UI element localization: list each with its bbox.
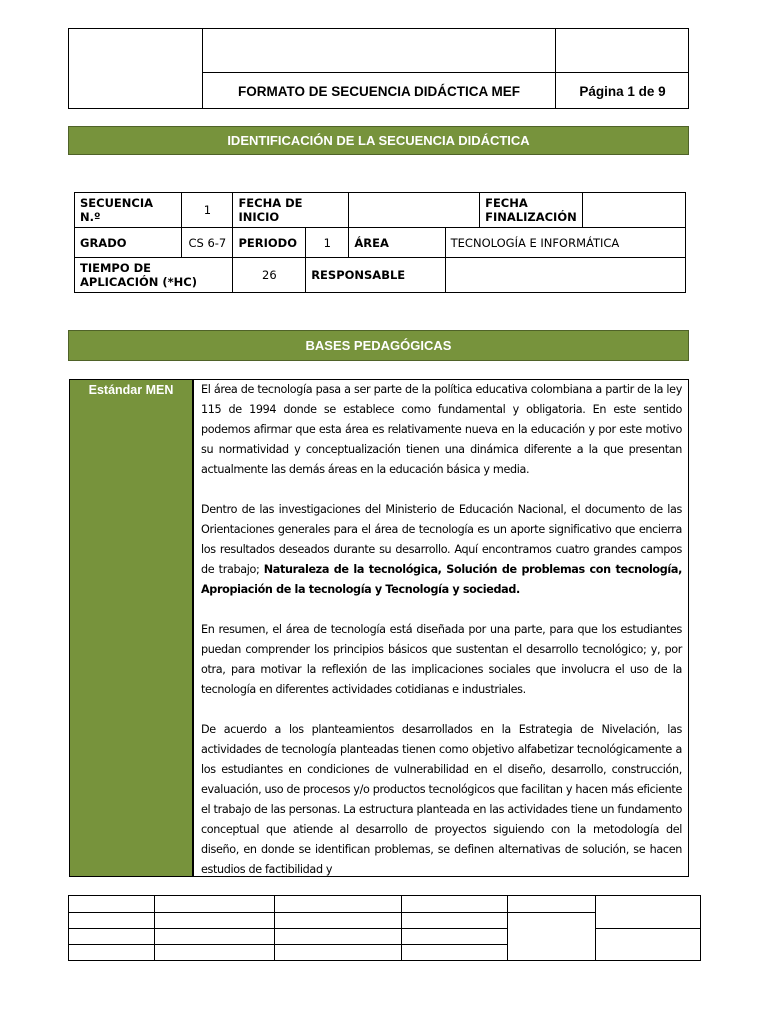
area-value: TECNOLOGÍA E INFORMÁTICA xyxy=(445,228,685,258)
fecha-fin-label: FECHA FINALIZACIÓN xyxy=(480,193,583,228)
footer-cell xyxy=(402,913,508,929)
footer-cell xyxy=(69,929,155,945)
standard-paragraph-2 xyxy=(201,500,682,600)
responsable-value xyxy=(445,258,685,293)
footer-cell xyxy=(402,945,508,961)
standard-paragraph-2-text: Dentro de las investigaciones del Ministerio de Educación Nacional, el documento de las Orientaciones generales para el área de tecnología es un aporte significativo que encierra los resultados deseados durante su desarrollo. Aquí encontramos cuatro grandes campos de trabajo; xyxy=(201,503,682,576)
footer-cell xyxy=(508,913,596,961)
footer-cell xyxy=(69,945,155,961)
footer-cell xyxy=(508,896,596,913)
standard-paragraph-4: De acuerdo a los planteamientos desarrollados en la Estrategia de Nivelación, las actividades de tecnología planteadas tienen como objetivo alfabetizar tecnológicamente a los estudiantes en condiciones de vulnerabilidad en el diseño, desarrollo, construcción, evaluación, uso de procesos y/o productos tecnológicos que facilitan y hacen más eficiente el trabajo de las personas. La estructura planteada en las actividades tiene un fundamento conceptual que atiende al desarrollo de proyectos siguiendo con la metodología del diseño, en donde se identifican problemas, se definen alternativas de solución, se hacen estudios de factibilidad y xyxy=(201,723,682,876)
footer-table xyxy=(68,895,701,961)
sequence-info-table xyxy=(74,192,686,293)
tiempo-label: TIEMPO DE APLICACIÓN (*HC) xyxy=(75,258,233,293)
footer-cell xyxy=(154,945,274,961)
periodo-value: 1 xyxy=(306,228,349,258)
area-label: ÁREA xyxy=(349,228,445,258)
standard-paragraph-2-bold: Naturaleza de la tecnológica, Solución de problemas con tecnología, Apropiación de la tecnología y Tecnología y sociedad. xyxy=(201,563,683,596)
footer-cell xyxy=(154,896,274,913)
secuencia-value: 1 xyxy=(182,193,233,228)
footer-cell xyxy=(69,896,155,913)
standard-text xyxy=(193,379,689,877)
fecha-fin-value xyxy=(582,193,685,228)
footer-cell xyxy=(274,945,402,961)
footer-cell xyxy=(274,929,402,945)
page-indicator: Página 1 de 9 xyxy=(579,83,666,99)
standard-paragraph-1: El área de tecnología pasa a ser parte de la política educativa colombiana a partir de la ley 115 de 1994 donde se establece como fundamental y obligatoria. En este sentido podemos afirmar que esta área es relativamente nueva en la educación y por este motivo su normatividad y conceptualización tienen una dinámica diferente a la que presentan actualmente las demás áreas en la educación básica y media. xyxy=(201,383,682,476)
grado-label: GRADO xyxy=(75,228,182,258)
document-title: FORMATO DE SECUENCIA DIDÁCTICA MEF xyxy=(238,83,520,99)
footer-cell xyxy=(596,896,701,929)
fecha-inicio-label: FECHA DE INICIO xyxy=(233,193,349,228)
footer-cell xyxy=(402,896,508,913)
standard-paragraph-3: En resumen, el área de tecnología está diseñada por una parte, para que los estudiantes puedan comprender los principios básicos que sustentan el desarrollo tecnológico; y, por otra, para motivar la reflexión de las implicaciones sociales que involucra el uso de la tecnología en diferentes actividades cotidianas e industriales. xyxy=(201,623,682,696)
identification-section-header: IDENTIFICACIÓN DE LA SECUENCIA DIDÁCTICA xyxy=(68,126,689,155)
fecha-inicio-value xyxy=(349,193,480,228)
footer-cell xyxy=(274,913,402,929)
bases-section-header: BASES PEDAGÓGICAS xyxy=(68,330,689,361)
tiempo-value: 26 xyxy=(233,258,306,293)
responsable-label: RESPONSABLE xyxy=(306,258,445,293)
grado-value: CS 6-7 xyxy=(182,228,233,258)
standard-label: Estándar MEN xyxy=(69,379,193,877)
footer-cell xyxy=(69,913,155,929)
footer-cell xyxy=(154,929,274,945)
footer-cell xyxy=(154,913,274,929)
periodo-label: PERIODO xyxy=(233,228,306,258)
footer-cell xyxy=(274,896,402,913)
footer-cell xyxy=(402,929,508,945)
secuencia-label: SECUENCIA N.º xyxy=(75,193,182,228)
footer-cell xyxy=(596,929,701,961)
